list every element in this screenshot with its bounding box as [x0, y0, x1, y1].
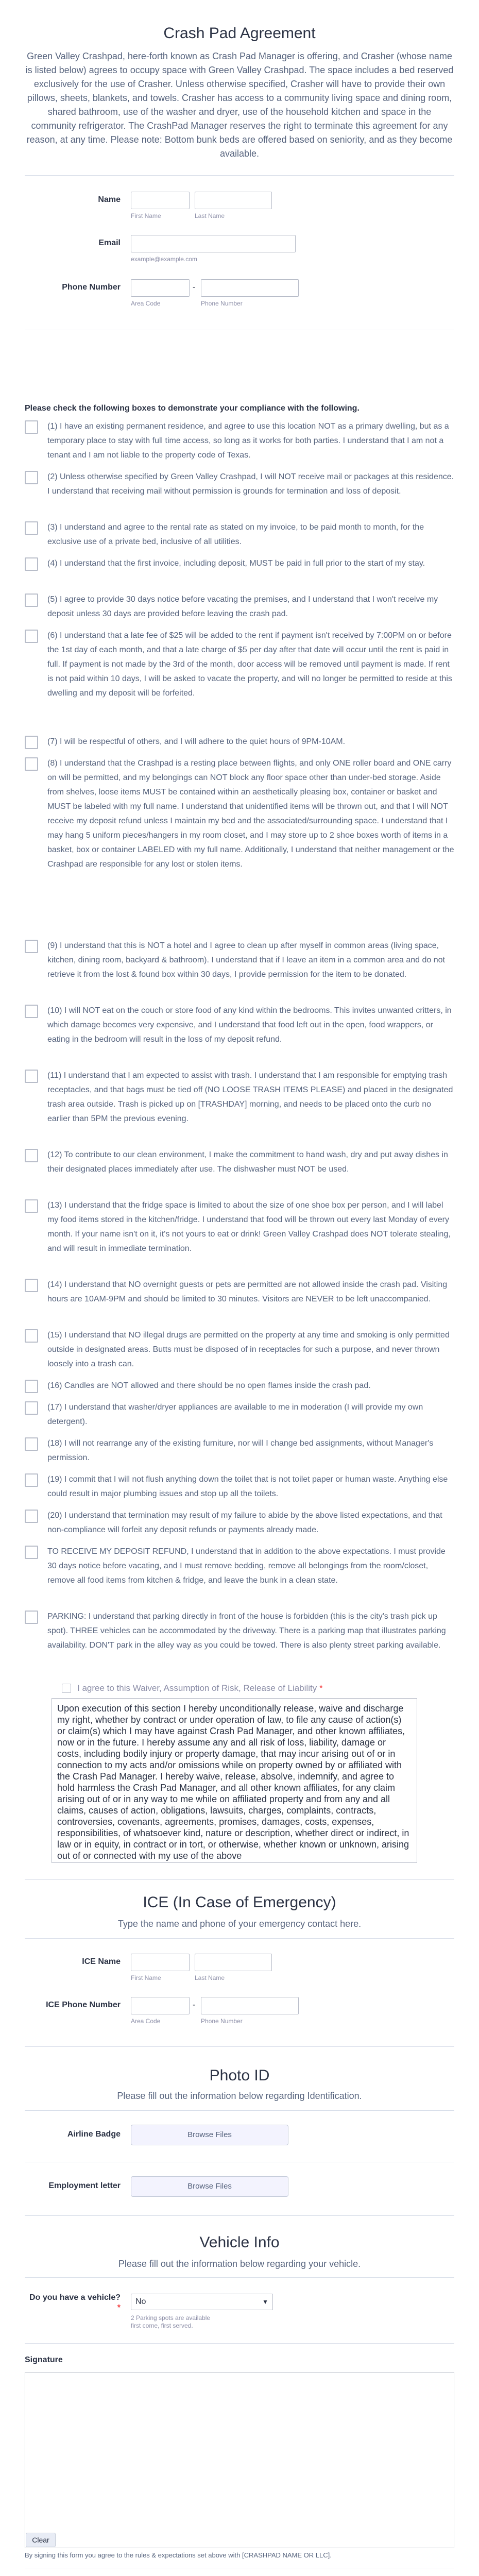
checkbox[interactable]: [25, 1401, 38, 1415]
checklist-item-text: (18) I will not rearrange any of the existing furniture, nor will I change bed assignments, without Manager's permission.: [47, 1439, 434, 1462]
checkbox[interactable]: [25, 940, 38, 953]
ice-name-label: ICE Name: [82, 1957, 121, 1966]
email-field[interactable]: [131, 235, 296, 252]
checklist-item-text: (3) I understand and agree to the rental rate as stated on my invoice, to be paid month to month, for the exclusive use of a private bed, inclusive of all utilities.: [47, 523, 424, 546]
checkbox[interactable]: [25, 1149, 38, 1162]
checklist-heading: Please check the following boxes to demonstrate your compliance with the following.: [25, 404, 360, 413]
checkbox[interactable]: [25, 1199, 38, 1213]
checklist-item-text: (6) I understand that a late fee of $25 will be added to the rent if payment isn't received by 7:00PM on or before the 1st day of each month, and that a late charge of $5 per day after that date will occur until the rent is paid in full. If payment is not made by the 3rd of the month, door access will be removed until payment is made. If rent is not paid within 10 days, I will be asked to vacate the property, and will no longer be permitted to reside at this dwelling and my deposit will be forfeited.: [47, 631, 452, 698]
checkbox[interactable]: [25, 1437, 38, 1451]
email-label: Email: [98, 239, 121, 247]
checkbox[interactable]: [25, 471, 38, 484]
ice-title: ICE (In Case of Emergency): [143, 1894, 336, 1911]
area-code-sublabel: Area Code: [131, 300, 161, 307]
form-header: [25, 25, 454, 161]
checkbox[interactable]: [25, 521, 38, 535]
checkbox[interactable]: [25, 757, 38, 771]
checklist-item-text: (2) Unless otherwise specified by Green Valley Crashpad, I will NOT receive mail or packages at this residence. I understand that receiving mail without permission is grounds for termination and loss of deposit.: [47, 472, 454, 496]
checklist-item-text: (14) I understand that NO overnight guests or pets are permitted are not allowed inside the crash pad. Visiting hours are 10AM-9PM and should be limited to 30 minutes. Visitors are NEVER to be left unaccompanied.: [47, 1280, 448, 1303]
vehicle-select-value: No: [135, 2297, 146, 2306]
ice-phone-number-input[interactable]: [201, 1997, 299, 2014]
ice-phone-row: [25, 1997, 454, 2028]
checklist-item-text: (13) I understand that the fridge space is limited to about the size of one shoe box per person, and I will label my food items stored in the kitchen/fridge. I understand that food will be thrown out every last Monday of every month. If your name isn't on it, it's not yours to eat or drink! Green Valley Crashpad does NOT tolerate stealing, and will result in immediate termination.: [47, 1201, 451, 1253]
checklist-item-text: (16) Candles are NOT allowed and there should be no open flames inside the crash pad.: [47, 1381, 371, 1390]
vehicle-question-label: [25, 2293, 121, 2313]
photo-id-title: Photo ID: [209, 2067, 270, 2084]
vehicle-select[interactable]: [131, 2294, 273, 2310]
checkbox[interactable]: [25, 1510, 38, 1523]
ice-last-name-input[interactable]: [195, 1954, 272, 1971]
airline-badge-row: [25, 2125, 454, 2147]
checklist-item-text: PARKING: I understand that parking directly in front of the house is forbidden (this is the city's trash pick up spot). THREE vehicles can be accommodated by the driveway. There is a parking map that illustrates parking availability. DON'T park in the alley way as you could be towed. There is also plenty street parking available.: [47, 1612, 446, 1650]
divider: [25, 2110, 454, 2111]
checklist-item-text: (11) I understand that I am expected to assist with trash. I understand that I am responsible for emptying trash receptacles, and that bags must be tied off (NO LOOSE TRASH ITEMS PLEASE) and placed in the designated trash area outside. Trash is picked up on [TRASHDAY] morning, and needs to be placed onto the curb no earlier than 5PM the previous evening.: [47, 1071, 453, 1123]
signature-pad[interactable]: [25, 2372, 454, 2548]
signature-label: Signature: [25, 2355, 63, 2364]
waiver-label: [77, 1683, 323, 1693]
checkbox[interactable]: [25, 1279, 38, 1292]
email-sublabel: example@example.com: [131, 256, 197, 263]
ice-phone-dash: -: [193, 2001, 196, 2009]
checkbox[interactable]: [25, 1546, 38, 1559]
checkbox[interactable]: [25, 420, 38, 434]
ice-area-code-input[interactable]: [131, 1997, 190, 2014]
phone-number-input[interactable]: [201, 279, 299, 297]
ice-name-row: [25, 1954, 454, 1985]
required-mark: *: [319, 1683, 323, 1693]
ice-area-code-sublabel: Area Code: [131, 2018, 161, 2025]
vehicle-row: [25, 2293, 454, 2329]
airline-badge-browse-button[interactable]: Browse Files: [131, 2125, 288, 2145]
phone-number-sublabel: Phone Number: [201, 300, 243, 307]
checkbox[interactable]: [25, 1070, 38, 1083]
checkbox[interactable]: [25, 1473, 38, 1487]
vehicle-title: Vehicle Info: [199, 2234, 280, 2251]
checklist-item-text: (12) To contribute to our clean environment, I make the commitment to hand wash, dry and put away dishes in their designated places immediately after use. The dishwasher must NOT be used.: [47, 1150, 448, 1174]
ice-phone-number-sublabel: Phone Number: [201, 2018, 243, 2025]
checkbox[interactable]: [25, 1611, 38, 1624]
divider: [25, 175, 454, 176]
photo-id-subtitle: Please fill out the information below regarding Identification.: [117, 2091, 362, 2101]
last-name-input[interactable]: [195, 192, 272, 209]
email-row: [25, 235, 454, 266]
employment-letter-browse-button[interactable]: Browse Files: [131, 2176, 288, 2197]
divider: [25, 1879, 454, 1880]
phone-label: Phone Number: [62, 283, 121, 292]
waiver-textarea[interactable]: Upon execution of this section I hereby unconditionally release, waive and discharge my right, whether by contract or under operation of law, to file any cause of action(s) or claim(s) which I may have against Crash Pad Manager, and other known affiliates, now or in the future. I hereby assume any and all risk of loss, liability, damage or costs, including bodily injury or property damage, that may incur arising out of or in connection to my acts and/or omissions while on property owned by or affiliated with the Crash Pad Manager. I hereby waive, release, absolve, indemnify, and agree to hold harmless the Crash Pad Manager, and all other known affiliates, for any claim arising out of or in any way to me while on affiliated property and from any and all claims, causes of action, obligations, lawsuits, charges, complaints, contracts, controversies, covenants, agreements, promises, damages, costs, expenses, responsibilities, of whatsoever kind, nature or description, whether direct or indirect, in law or in equity, in contract or in tort, or otherwise, whether known or unknown, arising out of or connected with my use of the above: [52, 1698, 417, 1863]
ice-subtitle: Type the name and phone of your emergency contact here.: [117, 1919, 362, 1929]
waiver-label-text: I agree to this Waiver, Assumption of Risk, Release of Liability: [77, 1683, 317, 1693]
signature-note: By signing this form you agree to the rules & expectations set above with [CRASHPAD NAME OR LLC].: [25, 2551, 332, 2559]
phone-row: [25, 279, 454, 310]
checklist-item-text: (10) I will NOT eat on the couch or store food of any kind within the bedrooms. This invites unwanted critters, in which damage becomes very expensive, and I understand that food left out in the open, food wrappers, or eating in the bedroom will result in the loss of my deposit refund.: [47, 1006, 452, 1044]
divider: [25, 2046, 454, 2047]
vehicle-question-text: Do you have a vehicle?: [29, 2293, 121, 2302]
ice-first-name-input[interactable]: [131, 1954, 190, 1971]
phone-dash: -: [193, 283, 196, 292]
employment-letter-label: Employment letter: [48, 2181, 121, 2190]
checklist-item-text: TO RECEIVE MY DEPOSIT REFUND, I understand that in addition to the above expectations. I must provide 30 days notice before vacating, and I must remove bedding, remove all belongings from the room/closet, remove all food items from kitchen & fridge, and leave the bunk in a clean state.: [47, 1547, 446, 1585]
vehicle-subtitle: Please fill out the information below regarding your vehicle.: [118, 2259, 361, 2269]
divider: [25, 1938, 454, 1939]
area-code-input[interactable]: [131, 279, 190, 297]
checklist-item-text: (20) I understand that termination may result of my failure to abide by the above listed expectations, and that non-compliance will forfeit any deposit refunds or payments already made.: [47, 1511, 442, 1534]
divider: [25, 2215, 454, 2216]
vehicle-hint: 2 Parking spots are available first come, first served.: [131, 2314, 211, 2329]
checklist-item-text: (5) I agree to provide 30 days notice before vacating the premises, and I understand that I won't receive my deposit unless 30 days are provided before leaving the crash pad.: [47, 595, 438, 618]
checkbox[interactable]: [25, 594, 38, 607]
waiver-checkbox[interactable]: [62, 1684, 71, 1693]
ice-last-name-sublabel: Last Name: [195, 1974, 225, 1981]
checkbox[interactable]: [25, 557, 38, 571]
required-mark: *: [117, 2303, 121, 2312]
checklist-item-text: (4) I understand that the first invoice, including deposit, MUST be paid in full prior to the start of my stay.: [47, 559, 425, 568]
checkbox[interactable]: [25, 1005, 38, 1018]
checklist-item-text: (8) I understand that the Crashpad is a resting place between flights, and only ONE roller board and ONE carry on will be permitted, and my belongings can NOT block any floor space other than under-bed storage. Aside from shelves, loose items MUST be contained within an aesthetically pleasing box, container or basket and MUST be labeled with my full name. I understand that unidentified items will be thrown out, and that I will NOT receive my deposit refund unless I maintain my bed and the associated/surrounding space. I understand that I may hang 5 uniform pieces/hangers in my room closet, and I may store up to 2 shoe boxes worth of items in a basket, box or container LABELED with my full name. Additionally, I understand that neither management or the Crashpad are responsible for any lost or stolen items.: [47, 759, 454, 869]
ice-first-name-sublabel: First Name: [131, 1974, 161, 1981]
page-title: Crash Pad Agreement: [163, 25, 316, 42]
divider: [25, 2277, 454, 2278]
first-name-input[interactable]: [131, 192, 190, 209]
first-name-sublabel: First Name: [131, 212, 161, 219]
checkbox[interactable]: [25, 1329, 38, 1343]
checklist-item-text: (9) I understand that this is NOT a hotel and I agree to clean up after myself in common areas (living space, kitchen, dining room, backyard & bathroom). I understand that if I leave an item in a common area and do not retrieve it from the lost & found box within 30 days, I provide permission for the item to be donated.: [47, 941, 445, 979]
intro-text: Green Valley Crashpad, here-forth known as Crash Pad Manager is offering, and Crasher (whose name is listed below) agrees to occupy space with Green Valley Crashpad. The space includes a bed reserved exclusively for the use of Crasher. Unless otherwise specified, Crasher will have to provide their own pillows, sheets, blankets, and towels. Crasher has access to a community living space and dining room, shared bathroom, use of the washer and dryer, use of the household kitchen and space in the community refrigerator. The CrashPad Manager reserves the right to terminate this agreement for any reason, at any time. Please note: Bottom bunk beds are offered based on seniority, and as they become available.: [25, 51, 454, 159]
chevron-down-icon: ▼: [262, 2298, 268, 2306]
employment-letter-row: [25, 2176, 454, 2199]
clear-signature-button[interactable]: Clear: [26, 2533, 56, 2547]
checkbox[interactable]: [25, 1380, 38, 1393]
ice-phone-label: ICE Phone Number: [46, 2001, 121, 2009]
name-row: [25, 192, 454, 223]
checklist-item-text: (7) I will be respectful of others, and I will adhere to the quiet hours of 9PM-10AM.: [47, 737, 346, 746]
airline-badge-label: Airline Badge: [67, 2130, 121, 2139]
divider: [25, 2343, 454, 2344]
checklist-item-text: (17) I understand that washer/dryer appliances are available to me in moderation (I will provide my own detergent).: [47, 1403, 423, 1426]
checkbox[interactable]: [25, 630, 38, 643]
name-label: Name: [98, 195, 121, 204]
checkbox[interactable]: [25, 736, 38, 749]
checklist-item-text: (19) I commit that I will not flush anything down the toilet that is not toilet paper or human waste. Anything else could result in major plumbing issues and stop up all the toilets.: [47, 1475, 448, 1498]
checklist-item-text: (15) I understand that NO illegal drugs are permitted on the property at any time and smoking is only permitted outside in designated areas. Butts must be disposed of in receptacles for such a purpose, and never thrown loosely into a trash can.: [47, 1331, 450, 1368]
last-name-sublabel: Last Name: [195, 212, 225, 219]
checklist-item-text: (1) I have an existing permanent residence, and agree to use this location NOT as a primary dwelling, but as a temporary place to stay with full time access, so long as it works for both parties. I understand that I am not a tenant and I am not liable to the property code of Texas.: [47, 422, 449, 460]
